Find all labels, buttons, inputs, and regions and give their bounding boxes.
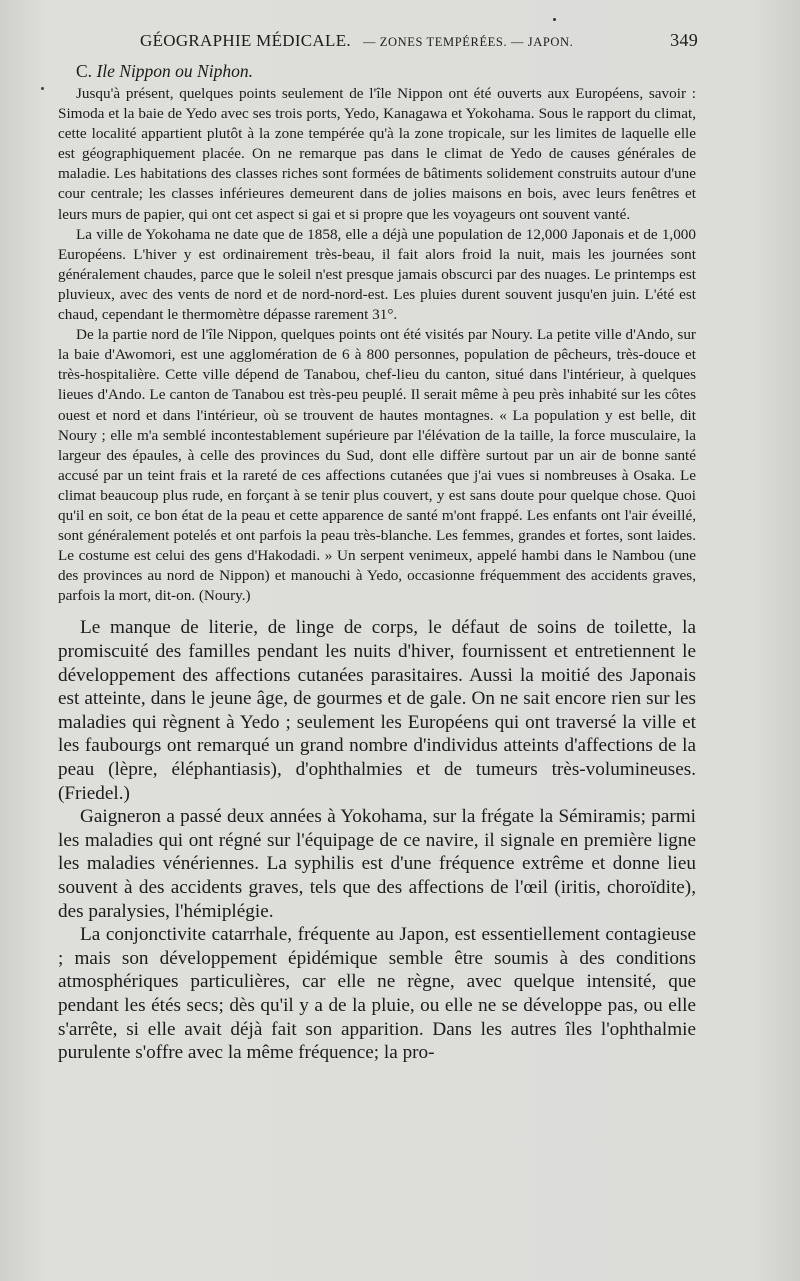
paragraph: La conjonctivite catarrhale, fréquente au Japon, est essentiellement contagieuse ; mais son développement épidémique semble être soumis à des conditions atmosphériques particulières, car elle ne règne, avec quelque intensité, que pendant les étés secs; dès qu'il y a de la pluie, ou elle ne se développe pas, ou elle s'arrête, si elle avait déjà fait son apparition. Dans les autres îles l'ophthalmie purulente s'offre avec la même fréquence; la pro- <box>58 924 696 1064</box>
speck-mark <box>553 18 556 21</box>
paragraph: Gaigneron a passé deux années à Yokohama, sur la frégate la Sémiramis; parmi les maladies qui ont régné sur l'équipage de ce navire, il signale en première ligne les maladies vénériennes. La syphilis est d'une fréquence extrême et donne lieu souvent à des accidents graves, tels que des affections de l'œil (iritis, choroïdite), des paralysies, l'hémiplégie. <box>58 806 696 922</box>
section-title: Ile Nippon ou Niphon. <box>96 61 253 81</box>
header-subtitle: — ZONES TEMPÉRÉES. — JAPON. <box>362 35 574 49</box>
small-print-block <box>58 84 696 606</box>
main-text-block <box>58 616 696 1064</box>
section-label: C. <box>76 61 93 81</box>
running-header <box>58 30 696 51</box>
paragraph: Jusqu'à présent, quelques points seulement de l'île Nippon ont été ouverts aux Européens, savoir : Simoda et la baie de Yedo avec ses trois ports, Yedo, Kanagawa et Yokohama. Sous le rapport du climat, cette localité appartient plutôt à la zone tempérée qu'à la zone tropicale, sur les limites de laquelle elle est géographiquement placée. On ne remarque pas dans le climat de Yedo de causes générales de maladie. Les habitations des classes riches sont formées de bâtiments solidement construits autour d'une cour centrale; les classes inférieures demeurent dans de jolies maisons en bois, avec leurs fenêtres et leurs murs de papier, qui ont cet aspect si gai et si propre que les voyageurs ont souvent vanté. <box>58 85 696 223</box>
paragraph: Le manque de literie, de linge de corps, le défaut de soins de toilette, la promiscuité des familles pendant les nuits d'hiver, fournissent et entretiennent le développement des affections cutanées parasitaires. Aussi la moitié des Japonais est atteinte, dans le jeune âge, de gourmes et de gale. On ne sait encore rien sur les maladies qui règnent à Yedo ; seulement les Européens qui ont traversé la ville et les faubourgs ont remarqué un grand nombre d'individus atteints d'affections de la peau (lèpre, éléphantiasis), d'ophthalmies et de tumeurs très-volumineuses. (Friedel.) <box>58 617 696 804</box>
header-title: GÉOGRAPHIE MÉDICALE. <box>140 31 351 50</box>
paragraph: De la partie nord de l'île Nippon, quelques points ont été visités par Noury. La petite ville d'Ando, sur la baie d'Awomori, est une agglomération de 6 à 800 personnes, population de pêcheurs, très-douce et très-hospitalière. Cette ville dépend de Tanabou, chef-lieu du canton, situé dans l'intérieur, à quelques lieues d'Ando. Le canton de Tanabou est très-peu peuplé. Il serait même à peu près inhabité sur les côtes ouest et nord et dans l'intérieur, où se trouvent de hautes montagnes. « La population y est belle, dit Noury ; elle m'a semblé incontestablement supérieure par l'élévation de la taille, la force musculaire, la largeur des épaules, à celle des provinces du Sud, dont elle diffère surtout par un air de bonne santé accusé par un teint frais et la rareté de ces affections cutanées que j'ai vues si nombreuses à Osaka. Le climat beaucoup plus rude, en forçant à se tenir plus couvert, y est sans doute pour quelque chose. Quoi qu'il en soit, ce bon état de la peau et cette apparence de santé m'ont frappé. Les enfants ont l'air éveillé, sont généralement potelés et ont parfois la peau très-blanche. Les femmes, grandes et fortes, sont laides. Le costume est celui des gens d'Hakodadi. » Un serpent venimeux, appelé hambi dans le Nambou (une des provinces au nord de Nippon) et manouchi à Yedo, occasionne fréquemment des accidents graves, parfois la mort, dit-on. (Noury.) <box>58 326 696 605</box>
speck-mark <box>41 87 44 90</box>
paragraph: La ville de Yokohama ne date que de 1858, elle a déjà une population de 12,000 Japonais et de 1,000 Européens. L'hiver y est ordinairement très-beau, il fait alors froid la nuit, mais les journées sont généralement chaudes, parce que le soleil n'est presque jamais obscurci par des nuages. Le printemps est pluvieux, avec des vents de nord et de nord-nord-est. Les pluies durent souvent jusqu'en juin. L'été est chaud, cependant le thermomètre dépasse rarement 31°. <box>58 225 696 324</box>
page-number: 349 <box>670 30 698 50</box>
section-heading <box>76 61 696 82</box>
